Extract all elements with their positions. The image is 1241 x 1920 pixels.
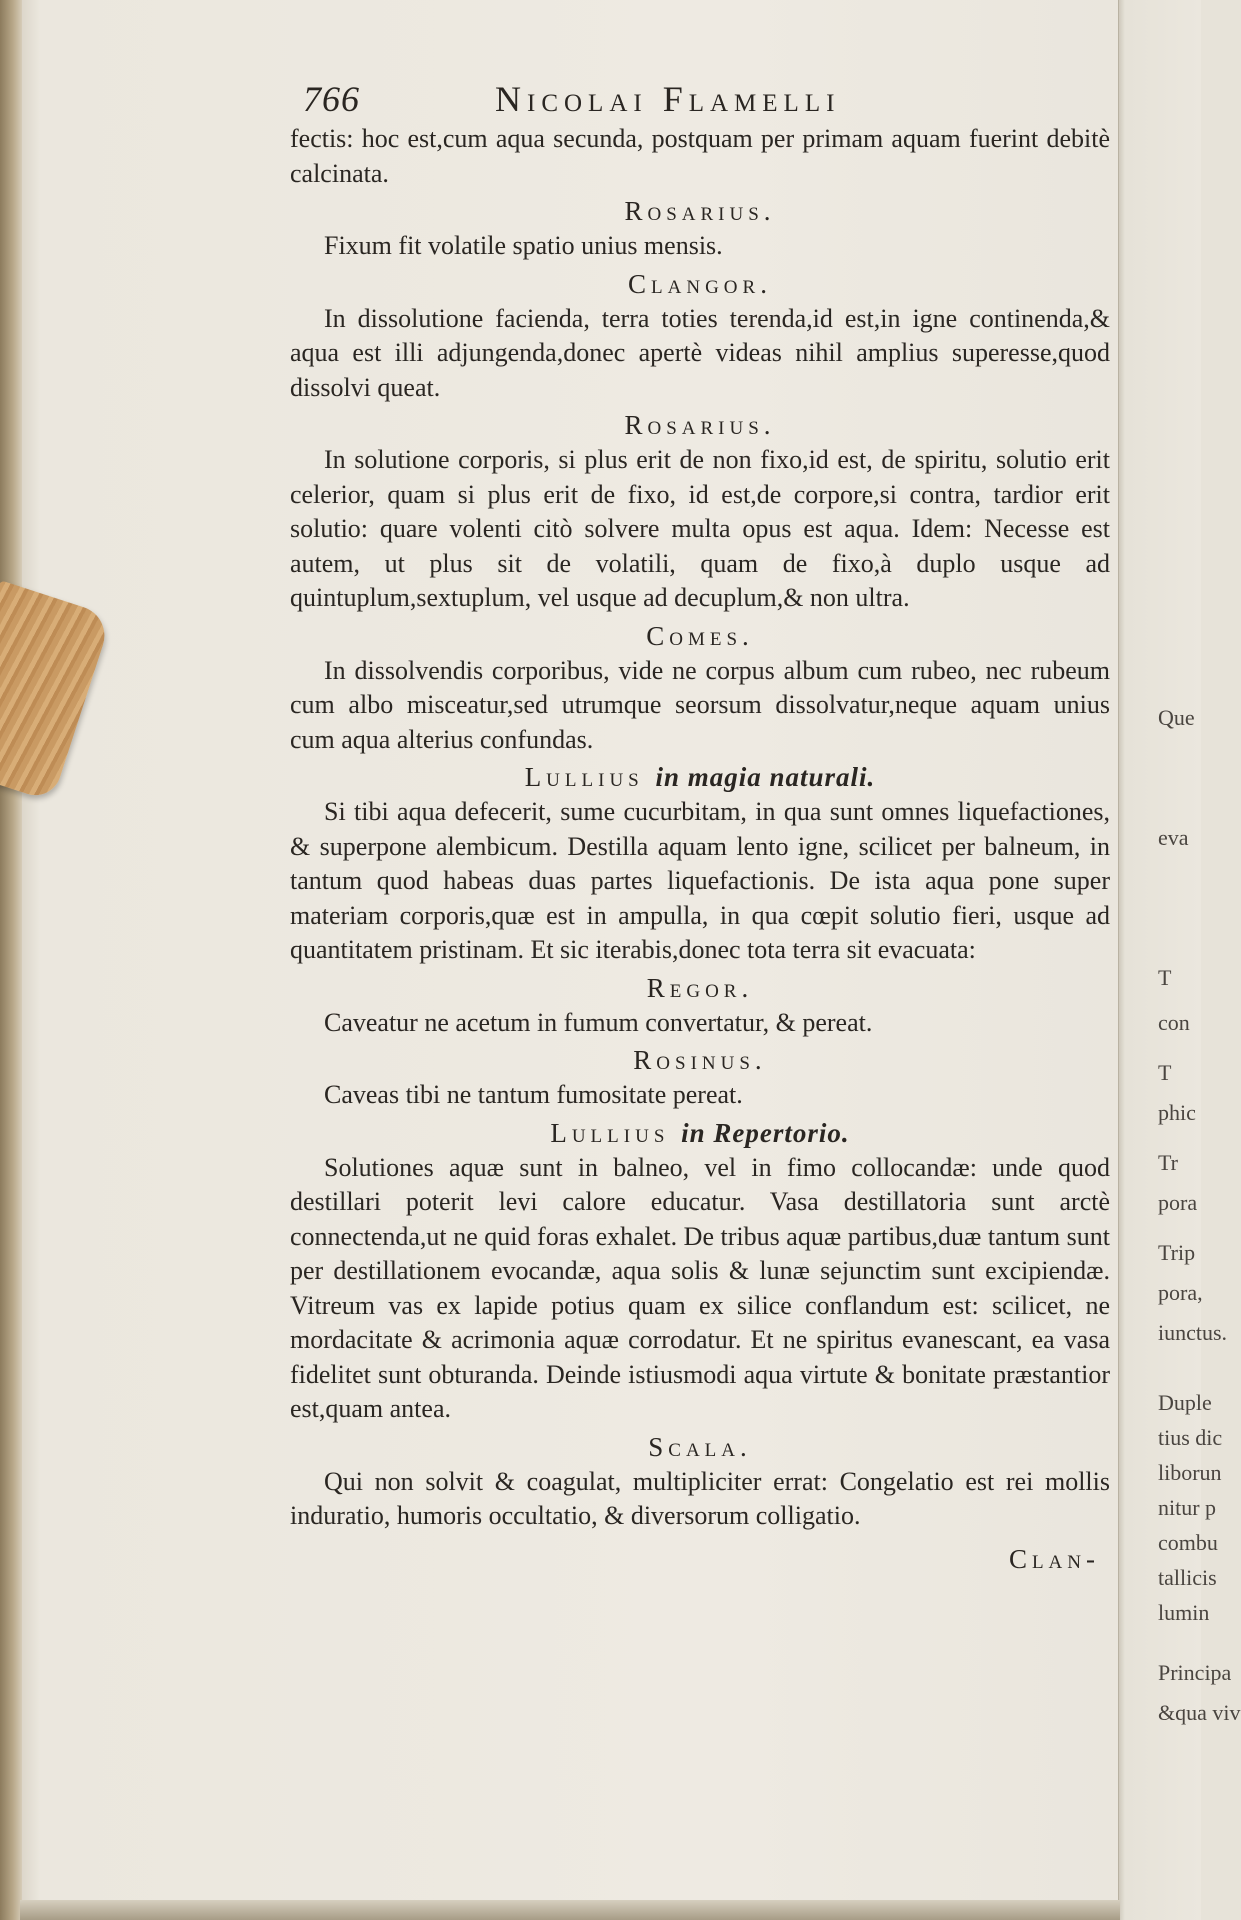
section-heading [290,1116,1110,1150]
section-heading-name: Rosarius. [624,196,776,226]
section-heading-name: Clangor. [628,268,772,299]
section-heading [290,1430,1110,1464]
page-content [290,70,1110,1575]
section-heading [290,971,1110,1005]
section-text: In dissolvendis corporibus, vide ne corpus album cum rubeo, nec rubeum cum albo misceatur,sed utrumque seorsum dissolvatur,neque aquam unius cum aqua alterius confundas. [290,655,1110,754]
section [290,760,1110,968]
section-text: Si tibi aqua defecerit, sume cucurbitam, in qua sunt omnes liquefactiones, & superpone alembicum. Destilla aquam lento igne, scilicet per balneum, in tantum quod habeas duas partes liquefactionis. De ista aqua pone super materiam corporis,quæ est in ampulla, in qua cœpit solutio fieri, usque ad quantitatem pristinam. Et sic iterabis,donec tota terra sit evacuata: [290,797,1110,964]
section-heading-name: Lullius [524,762,644,792]
section-heading-source: in Repertorio. [681,1117,850,1148]
adjacent-page-fragment: Tr [1158,1150,1178,1175]
section-text: Caveas tibi ne tantum fumositate pereat. [324,1080,743,1109]
adjacent-page-fragment: &qua viv [1158,1700,1241,1725]
adjacent-page-fragment: nitur p [1158,1495,1217,1520]
opening-lines: fectis: hoc est,cum aqua secunda, postquam per primam aquam fuerint debitè calcinata. [290,124,1110,188]
section-heading-name: Comes. [646,620,754,651]
section [290,408,1110,616]
section-text: In solutione corporis, si plus erit de non fixo,id est, de spiritu, solutio erit celerior, quam si plus erit de fixo, id est,de corpore,si contra, tardior erit solutio: quare volenti citò solvere multa opus est aqua. Idem: Necesse est autem, ut plus sit de volatili, quam de fixo,à duplo usque ad quintuplum,sextuplum, vel usque ad decuplum,& non ultra. [290,445,1110,612]
running-header [290,70,1110,122]
adjacent-page-fragment: Que [1158,705,1195,730]
adjacent-page-fragment: iunctus. [1158,1320,1228,1345]
adjacent-page-fragment: combu [1158,1530,1218,1555]
section-heading-name: Lullius [550,1117,670,1148]
adjacent-page-fragment: liborun [1158,1460,1222,1485]
adjacent-page-fragment: T [1158,965,1172,990]
section-heading-name: Rosinus. [633,1045,767,1075]
section-heading [290,408,1110,442]
section-heading-name: Scala. [648,1431,752,1462]
section-heading-source: in magia naturali. [655,762,876,792]
running-title: Nicolai Flamelli [495,79,841,119]
section-heading [290,619,1110,653]
adjacent-page-fragment: lumin [1158,1600,1210,1625]
adjacent-page-fragment: pora [1158,1190,1198,1215]
section [290,1430,1110,1534]
adjacent-page-fragment: Duple [1158,1390,1212,1415]
section [290,971,1110,1041]
adjacent-page-edge [1118,0,1201,1920]
sections-list [290,194,1110,1534]
section [290,619,1110,758]
section-heading [290,1043,1110,1077]
section-text: Fixum fit volatile spatio unius mensis. [324,231,723,260]
section [290,267,1110,406]
page-number: 766 [303,79,360,119]
section [290,194,1110,264]
section-heading-name: Rosarius. [624,410,776,440]
section-text: Qui non solvit & coagulat, multipliciter errat: Congelatio est rei mollis induratio, humoris occultatio, & diversorum colligatio. [290,1466,1110,1530]
adjacent-page-fragment: tallicis [1158,1565,1217,1590]
adjacent-page-fragment: eva [1158,825,1189,850]
adjacent-page-fragment: phic [1158,1100,1196,1125]
adjacent-page-fragment: pora, [1158,1280,1203,1305]
section-heading [290,194,1110,228]
book-binding [0,0,22,1920]
section [290,1116,1110,1427]
section-text: In dissolutione facienda, terra toties terenda,id est,in igne continenda,& aqua est illi adjungenda,donec apertè videas nihil amplius superesse,quod dissolvi queat. [290,303,1110,402]
section-heading-name: Regor. [646,972,754,1003]
section-text: Solutiones aquæ sunt in balneo, vel in fimo collocandæ: unde quod destillari poterit levi calore educatur. Vasa destillatoria sunt arctè connectenda,ut ne quid foras exhalet. De tribus aquæ partibus,duæ tantum sunt per destillationem evocandæ, aqua solis & lunæ sejunctim sunt excipiendæ. Vitreum vas ex lapide potius quam ex silice conflandum est: scilicet, ne mordacitate & acrimonia aquæ corrodatur. Et ne spiritus evanescant, ea vasa fidelitet sunt obturanda. Deinde istiusmodi aqua virtute & bonitate præstantior est,quam antea. [290,1152,1110,1423]
adjacent-page-fragment: con [1158,1010,1190,1035]
catchword: Clan- [1008,1543,1100,1574]
section-heading [290,760,1110,794]
adjacent-page-fragment: Principa [1158,1660,1232,1685]
adjacent-page-fragment: Trip [1158,1240,1196,1265]
section-heading [290,267,1110,301]
section [290,1043,1110,1113]
adjacent-page-fragment: T [1158,1060,1172,1085]
section-text: Caveatur ne acetum in fumum convertatur, & pereat. [324,1007,873,1037]
adjacent-page-fragment: tius dic [1158,1425,1223,1450]
page-bottom-edge [20,1900,1120,1920]
